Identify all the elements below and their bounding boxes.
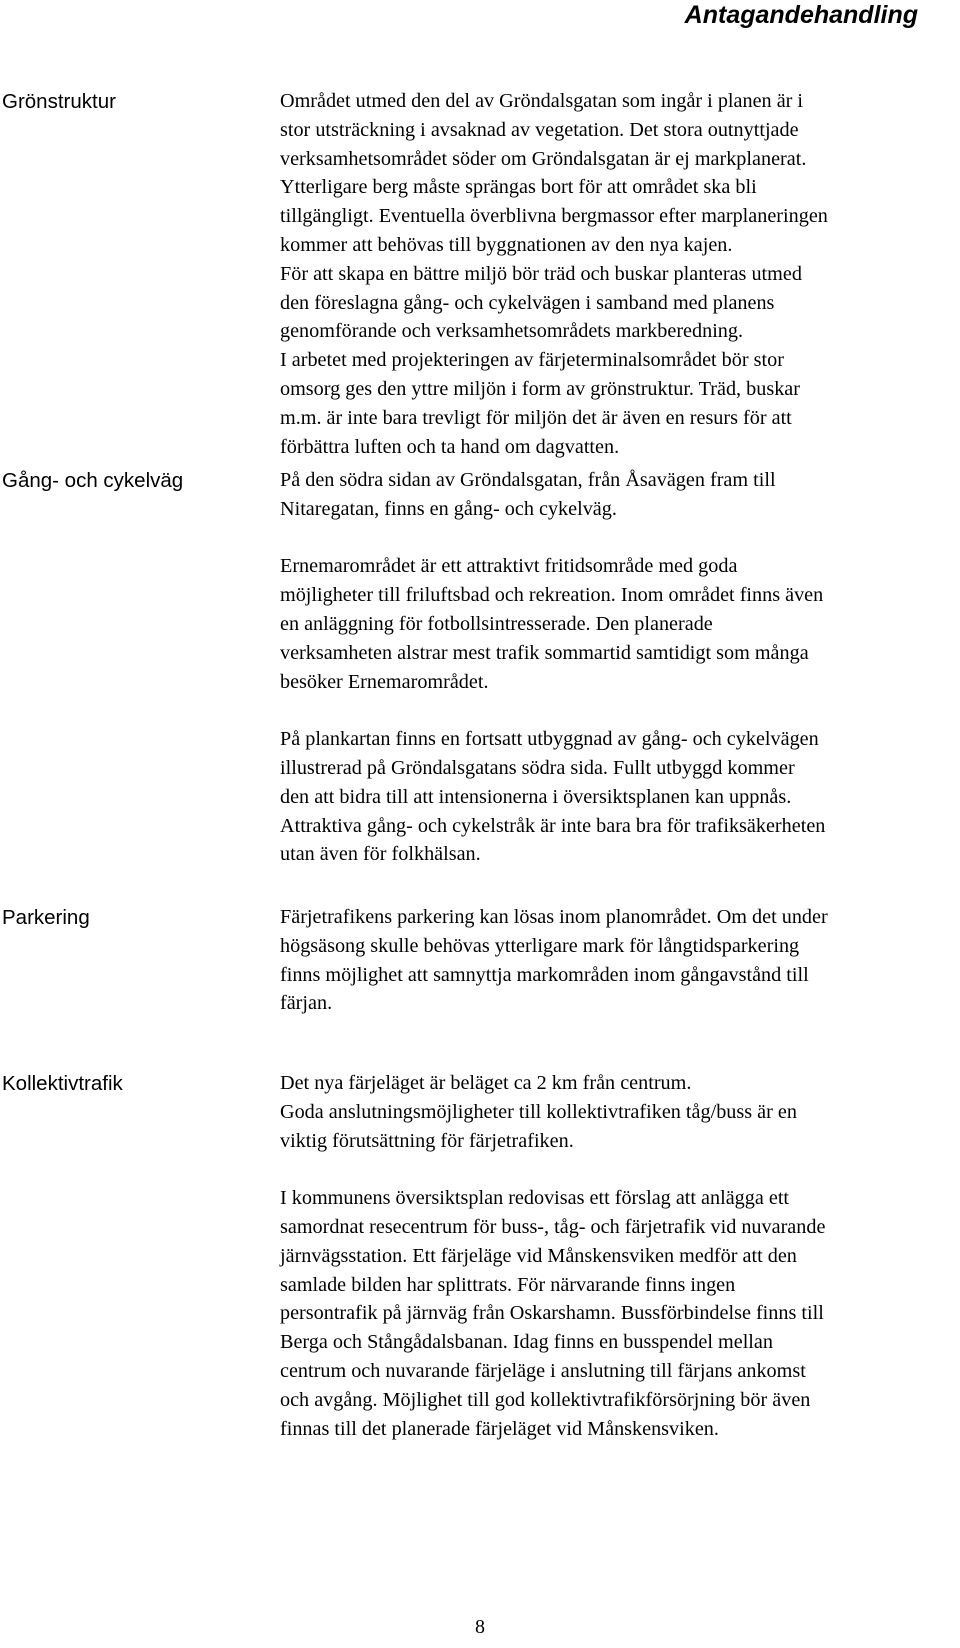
paragraph: [280, 1184, 960, 1443]
text-line: verksamheten alstrar mest trafik sommartid samtidigt som många: [280, 641, 809, 664]
text-line: förbättra luften och ta hand om dagvatten.: [280, 435, 620, 458]
text-line: persontrafik på järnväg från Oskarshamn. Bussförbindelse finns till: [280, 1302, 824, 1325]
section-body: [280, 466, 960, 869]
text-line: illustrerad på Gröndalsgatans södra sida. Fullt utbyggd kommer: [280, 756, 795, 779]
section-body: [280, 903, 960, 1018]
paragraph: [280, 1069, 960, 1155]
text-line: verksamhetsområdet söder om Gröndalsgatan är ej markplanerat.: [280, 147, 807, 170]
text-line: Det nya färjeläget är beläget ca 2 km från centrum.: [280, 1072, 692, 1094]
text-line: I arbetet med projekteringen av färjeterminalsområdet bör stor: [280, 349, 784, 372]
text-line: och avgång. Möjlighet till god kollektivtrafikförsörjning bör även: [280, 1388, 811, 1411]
section-body: [280, 87, 960, 461]
text-line: Ytterligare berg måste sprängas bort för att området ska bli: [280, 176, 757, 199]
text-line: genomförande och verksamhetsområdets markberedning.: [280, 320, 744, 343]
text-line: besöker Ernemarområdet.: [280, 670, 489, 693]
text-line: omsorg ges den yttre miljön i form av grönstruktur. Träd, buskar: [280, 377, 800, 400]
text-line: Området utmed den del av Gröndalsgatan som ingår i planen är i: [280, 90, 804, 112]
text-line: utan även för folkhälsan.: [280, 843, 481, 866]
document-title: Antagandehandling: [684, 1, 918, 29]
text-line: den att bidra till att intensionerna i översiktsplanen kan uppnås.: [280, 785, 792, 808]
text-line: stor utsträckning i avsaknad av vegetation. Det stora outnyttjade: [280, 118, 799, 141]
text-line: samordnat resecentrum för buss-, tåg- och färjetrafik vid nuvarande: [280, 1215, 826, 1238]
text-line: högsäsong skulle behövas ytterligare mark för långtidsparkering: [280, 934, 800, 957]
text-line: den föreslagna gång- och cykelvägen i samband med planens: [280, 291, 775, 314]
paragraph-gap: [280, 524, 960, 553]
text-line: I kommunens översiktsplan redovisas ett förslag att anlägga ett: [280, 1187, 790, 1210]
text-line: samlade bilden har splittrats. För närvarande finns ingen: [280, 1273, 736, 1296]
paragraph: [280, 903, 960, 1018]
paragraph: [280, 87, 960, 461]
text-line: Ernemarområdet är ett attraktivt fritidsområde med goda: [280, 555, 738, 578]
text-line: Goda anslutningsmöjligheter till kollektivtrafiken tåg/buss är en: [280, 1100, 797, 1123]
paragraph-gap: [280, 1155, 960, 1184]
text-line: viktig förutsättning för färjetrafiken.: [280, 1129, 574, 1152]
section-label: Kollektivtrafik: [2, 1072, 123, 1095]
text-line: möjligheter till friluftsbad och rekreation. Inom området finns även: [280, 584, 824, 607]
text-line: Berga och Stångådalsbanan. Idag finns en busspendel mellan: [280, 1331, 773, 1354]
text-line: centrum och nuvarande färjeläge i anslutning till färjans ankomst: [280, 1359, 806, 1382]
section-body: [280, 1069, 960, 1443]
text-line: finnas till det planerade färjeläget vid Månskensviken.: [280, 1417, 719, 1440]
section-label: Gång- och cykelväg: [2, 469, 184, 492]
text-line: På plankartan finns en fortsatt utbyggnad av gång- och cykelvägen: [280, 728, 819, 751]
paragraph: [280, 552, 960, 696]
paragraph-gap: [280, 696, 960, 725]
page-number: 8: [475, 1616, 485, 1638]
text-line: På den södra sidan av Gröndalsgatan, från Åsavägen fram till: [280, 469, 776, 491]
text-line: kommer att behövas till byggnationen av den nya kajen.: [280, 233, 733, 256]
text-line: Attraktiva gång- och cykelstråk är inte bara bra för trafiksäkerheten: [280, 814, 826, 837]
text-line: färjan.: [280, 992, 333, 1015]
section-label: Parkering: [2, 906, 90, 929]
paragraph: [280, 725, 960, 869]
text-line: Nitaregatan, finns en gång- och cykelväg.: [280, 497, 617, 520]
text-line: finns möjlighet att samnyttja markområden inom gångavstånd till: [280, 963, 809, 986]
text-line: För att skapa en bättre miljö bör träd och buskar planteras utmed: [280, 262, 802, 285]
text-line: m.m. är inte bara trevligt för miljön det är även en resurs för att: [280, 406, 792, 429]
text-line: en anläggning för fotbollsintresserade. Den planerade: [280, 612, 713, 635]
text-line: Färjetrafikens parkering kan lösas inom planområdet. Om det under: [280, 906, 828, 928]
section-label: Grönstruktur: [2, 90, 116, 113]
text-line: järnvägsstation. Ett färjeläge vid Månskensviken medför att den: [280, 1244, 797, 1267]
text-line: tillgängligt. Eventuella överblivna bergmassor efter marplaneringen: [280, 205, 828, 228]
paragraph: [280, 466, 960, 524]
